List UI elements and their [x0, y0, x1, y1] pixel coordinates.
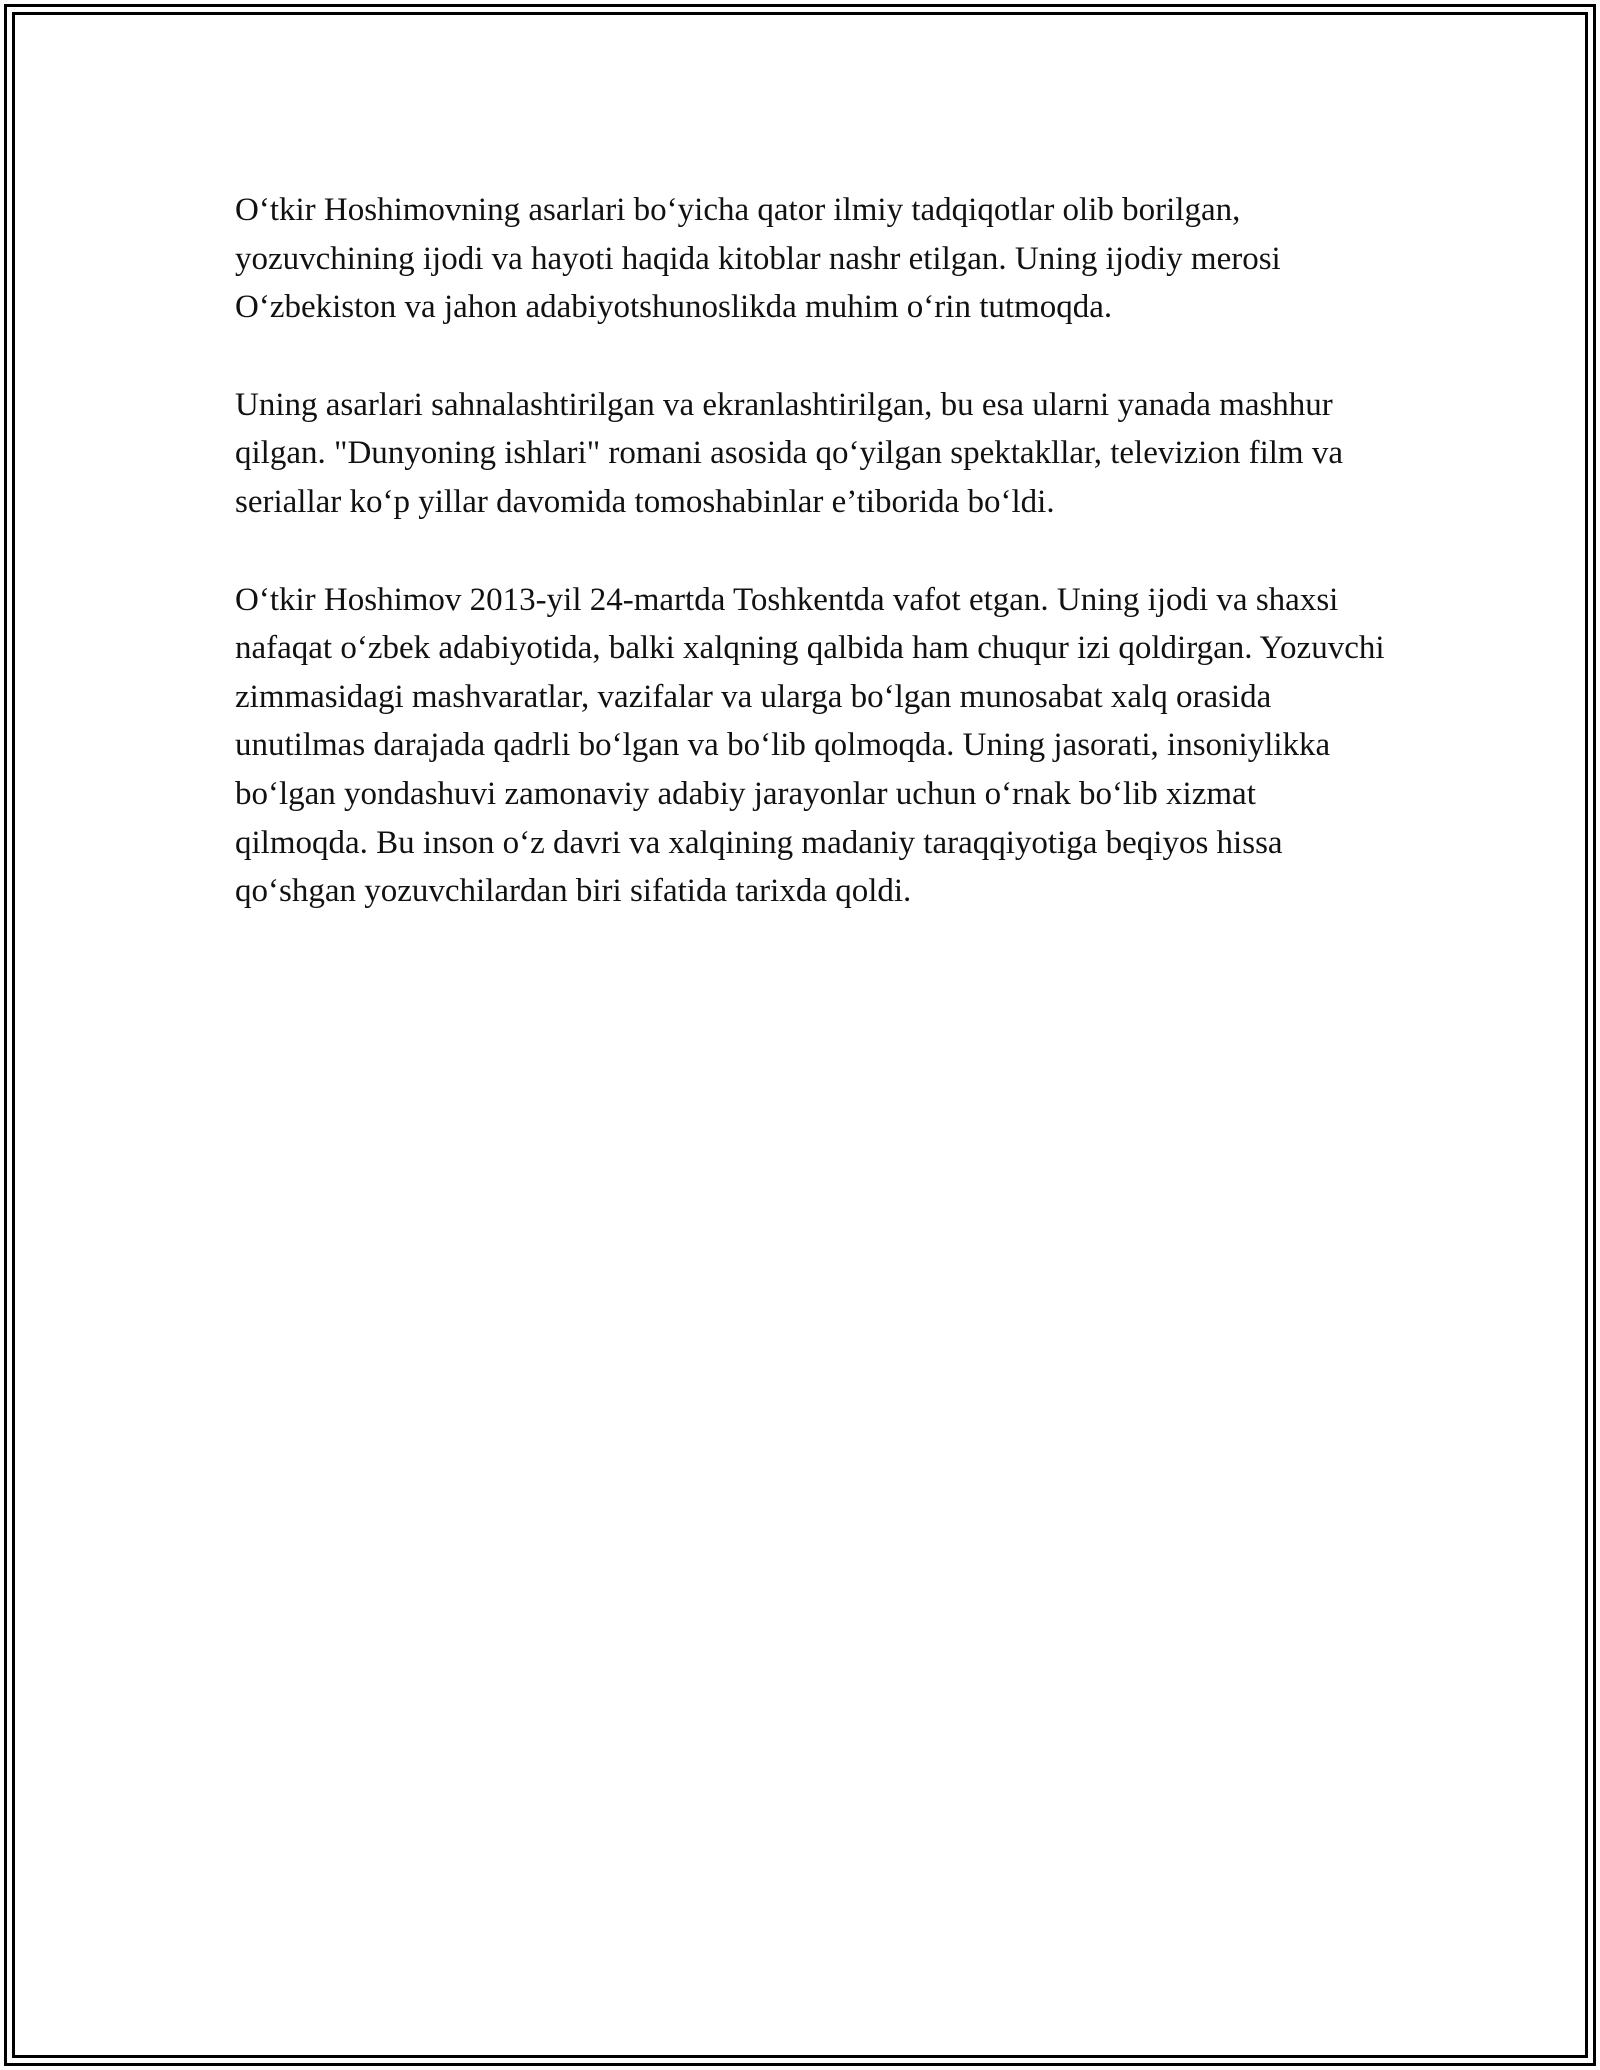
paragraph-legacy: O‘tkir Hoshimov 2013-yil 24-martda Toshkentda vafot etgan. Uning ijodi va shaxsi nafaqat o‘zbek adabiyotida, balki xalqning qalbida ham chuqur izi qoldirgan. Yozuvchi zimmasidagi mashvaratlar, vazifalar va ularga bo‘lgan munosabat xalq orasida unutilmas darajada qadrli bo‘lgan va bo‘lib qolmoqda. Uning jasorati, insoniylikka bo‘lgan yondashuvi zamonaviy adabiy jarayonlar uchun o‘rnak bo‘lib xizmat qilmoqda. Bu inson o‘z davri va xalqining madaniy taraqqiyotiga beqiyos hissa qo‘shgan yozuvchilardan biri sifatida tarixda qoldi.	[235, 581, 1385, 910]
paragraph-adaptations: Uning asarlari sahnalashtirilgan va ekranlashtirilgan, bu esa ularni yanada mashhur qilgan. "Dunyoning ishlari" romani asosida qo‘yilgan spektakllar, televizion film va seriallar ko‘p yillar davomida tomoshabinlar e’tiborida bo‘ldi.	[235, 386, 1343, 520]
document-body	[235, 186, 1385, 916]
paragraph-research: O‘tkir Hoshimovning asarlari bo‘yicha qator ilmiy tadqiqotlar olib borilgan, yozuvchining ijodi va hayoti haqida kitoblar nashr etilgan. Uning ijodiy merosi O‘zbekiston va jahon adabiyotshunoslikda muhim o‘rin tutmoqda.	[235, 192, 1281, 326]
